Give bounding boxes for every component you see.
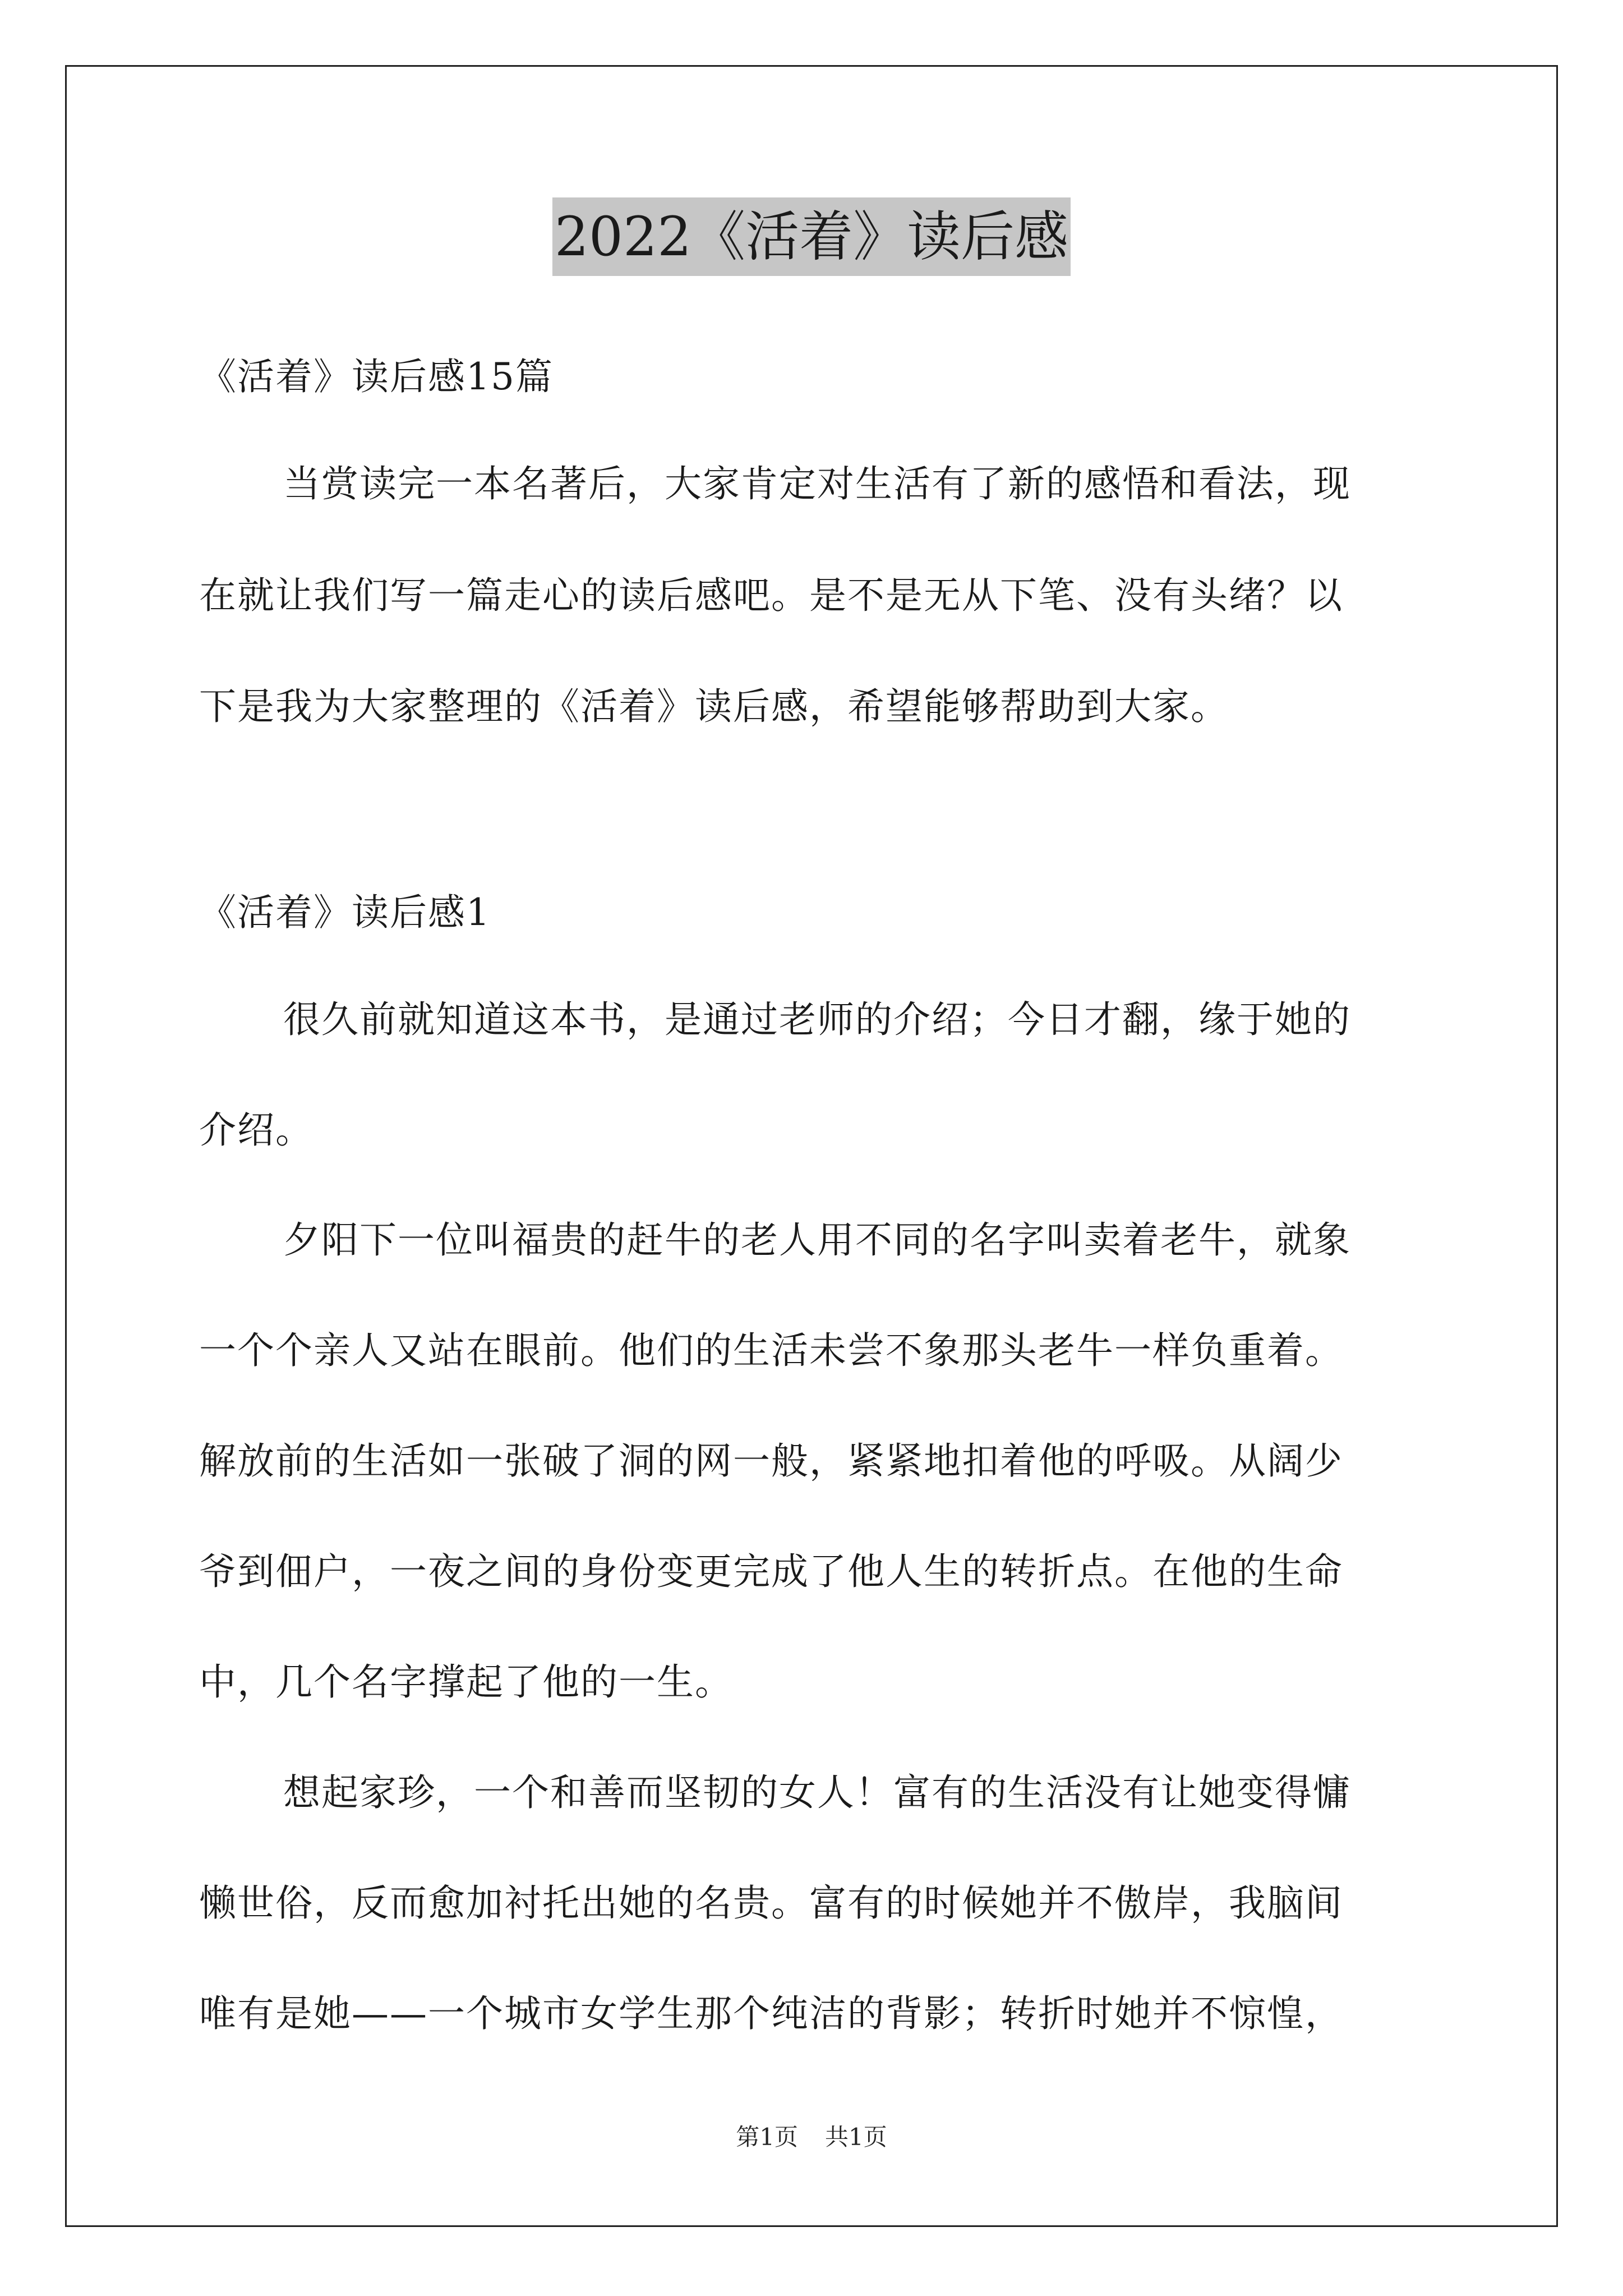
paragraph-line: 介绍。	[199, 1108, 313, 1152]
intro-line: 当赏读完一本名著后，大家肯定对生活有了新的感悟和看法，现	[283, 462, 1351, 505]
paragraph-line: 夕阳下一位叫福贵的赶牛的老人用不同的名字叫卖着老牛，就象	[283, 1218, 1351, 1262]
paragraph-line: 中，几个名字撑起了他的一生。	[199, 1660, 733, 1704]
page-footer	[0, 2120, 1623, 2154]
paragraph-line: 解放前的生活如一张破了洞的网一般，紧紧地扣着他的呼吸。从阔少	[199, 1439, 1343, 1483]
document-title: 2022《活着》读后感	[552, 197, 1071, 276]
paragraph-line: 很久前就知道这本书，是通过老师的介绍；今日才翻，缘于她的	[283, 998, 1351, 1041]
title-container	[0, 197, 1623, 276]
page-total: 共1页	[825, 2123, 887, 2151]
section-heading: 《活着》读后感1	[199, 891, 491, 934]
page-number: 第1页	[736, 2123, 798, 2151]
paragraph-line: 爷到佃户，一夜之间的身份变更完成了他人生的转折点。在他的生命	[199, 1550, 1343, 1593]
intro-line: 下是我为大家整理的《活着》读后感，希望能够帮助到大家。	[199, 685, 1229, 728]
paragraph-line: 唯有是她——一个城市女学生那个纯洁的背影；转折时她并不惊惶，	[199, 1992, 1343, 2035]
paragraph-line: 一个个亲人又站在眼前。他们的生活未尝不象那头老牛一样负重着。	[199, 1329, 1343, 1372]
paragraph-line: 想起家珍，一个和善而坚韧的女人！富有的生活没有让她变得慵	[283, 1771, 1351, 1814]
intro-line: 在就让我们写一篇走心的读后感吧。是不是无从下笔、没有头绪？以	[199, 574, 1343, 617]
paragraph-line: 懒世俗，反而愈加衬托出她的名贵。富有的时候她并不傲岸，我脑间	[199, 1881, 1343, 1925]
subtitle: 《活着》读后感15篇	[199, 355, 554, 398]
